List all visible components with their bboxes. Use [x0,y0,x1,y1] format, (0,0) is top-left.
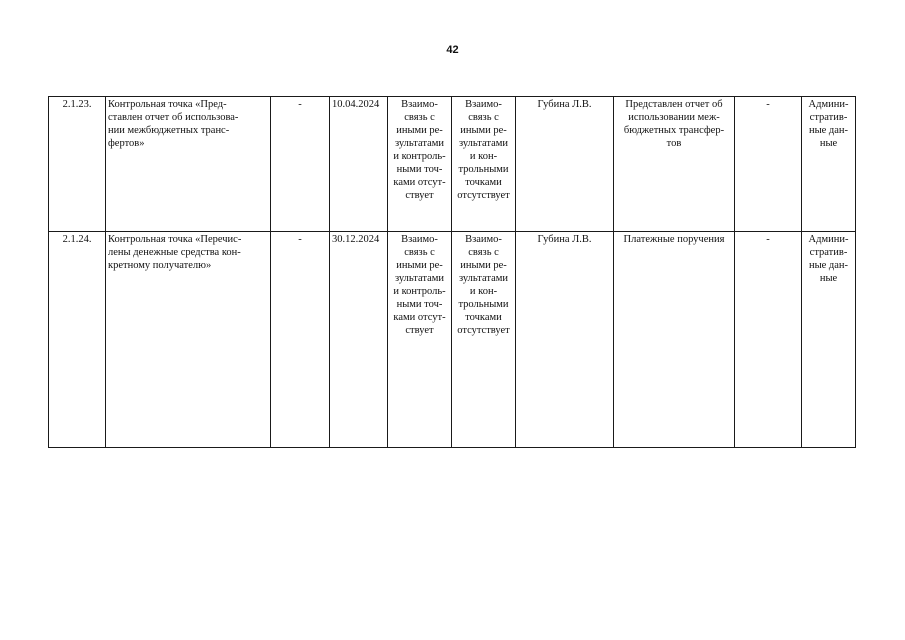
dash-cell: - [735,97,802,232]
control-points-table [48,96,856,448]
due-date: 10.04.2024 [330,97,388,232]
dash-cell: - [271,232,330,448]
info-source: Админи- стратив- ные дан- ные [802,97,856,232]
link-next: Взаимо- связь с иными ре- зультатами и кон- трольными точками отсутствует [452,97,516,232]
table-row [49,97,856,232]
dash-cell: - [271,97,330,232]
responsible-person: Губина Л.В. [516,97,614,232]
link-next: Взаимо- связь с иными ре- зультатами и кон- трольными точками отсутствует [452,232,516,448]
link-previous: Взаимо- связь с иными ре- зультатами и контроль- ными точ- ками отсут- ствует [388,232,452,448]
row-number: 2.1.23. [49,97,106,232]
result-document: Представлен отчет об использовании меж- бюджетных трансфер- тов [614,97,735,232]
page-number: 42 [446,44,459,56]
info-source: Админи- стратив- ные дан- ные [802,232,856,448]
table-row [49,232,856,448]
result-document: Платежные поручения [614,232,735,448]
row-number: 2.1.24. [49,232,106,448]
due-date: 30.12.2024 [330,232,388,448]
control-point-description: Контрольная точка «Пред- ставлен отчет об использова- нии межбюджетных транс- фертов» [106,97,271,232]
responsible-person: Губина Л.В. [516,232,614,448]
link-previous: Взаимо- связь с иными ре- зультатами и контроль- ными точ- ками отсут- ствует [388,97,452,232]
dash-cell: - [735,232,802,448]
control-point-description: Контрольная точка «Перечис- лены денежные средства кон- кретному получателю» [106,232,271,448]
